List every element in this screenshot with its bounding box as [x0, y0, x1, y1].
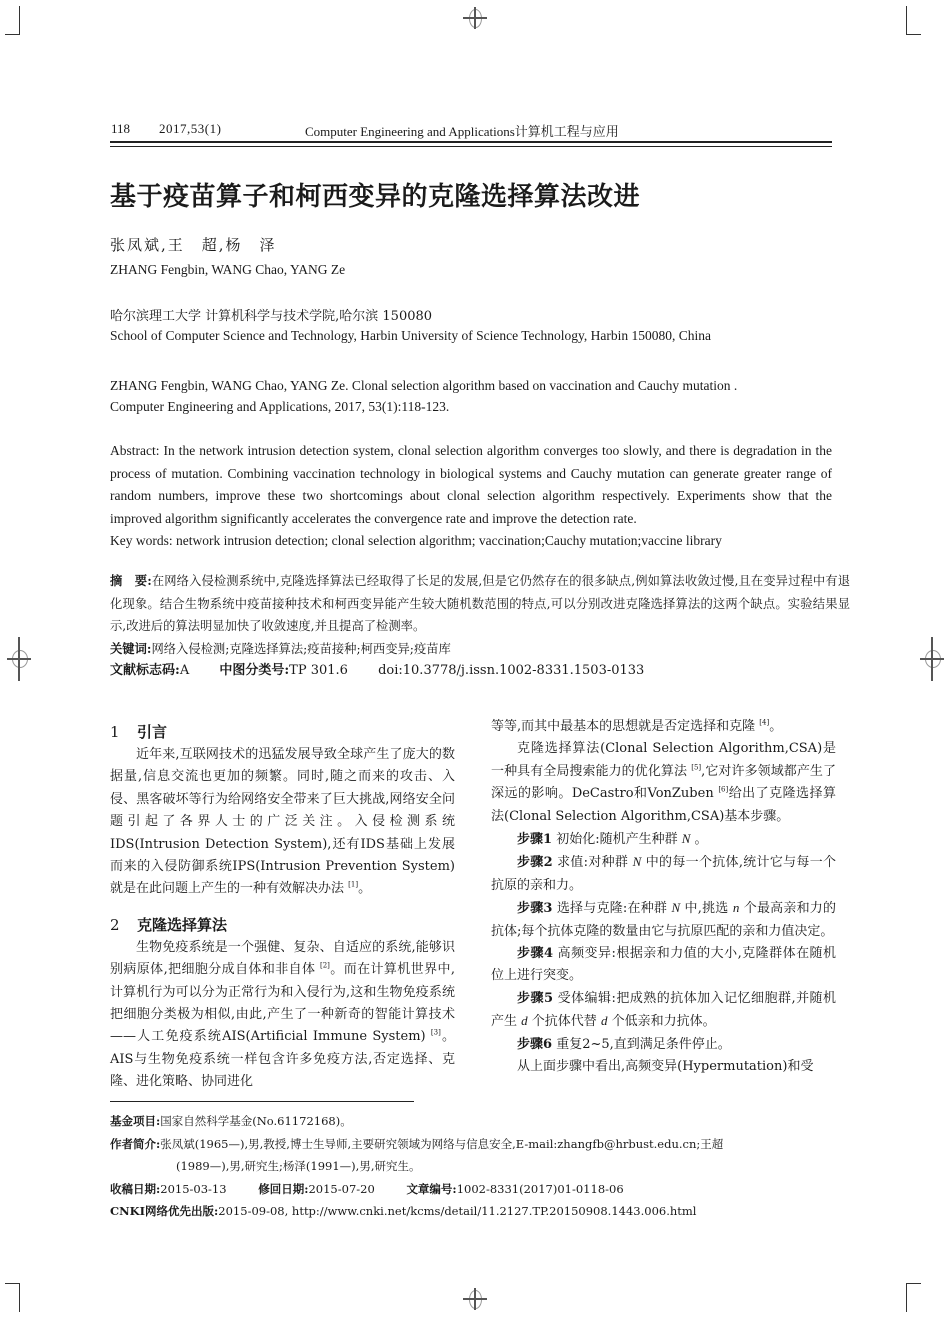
abstract-cn-text: 在网络入侵检测系统中,克隆选择算法已经取得了长足的发展,但是它仍然存在的很多缺点,例如算法收敛过慢,且在变异过程中有退化现象。结合生物系统中疫苗接种技术和柯西变异能产生较大随机数范围的特点,可以分别改进克隆选择算法的这两个缺点。实验结果显示,改进后的算法明显加快了收敛速度,并且提高了检测率。 — [110, 574, 850, 633]
body-column-left — [110, 720, 455, 1094]
author-bio-label: 作者简介: — [110, 1136, 161, 1151]
crop-mark-top-left — [5, 6, 20, 35]
footnote-rule — [110, 1101, 414, 1102]
section-2-paragraph-1-continued: 等等,而其中最基本的思想就是否定选择和克隆 [4]。 — [491, 718, 783, 734]
header-rule — [110, 141, 832, 147]
reference-2[interactable]: [2] — [319, 961, 330, 970]
abstract-cn-label: 摘 要: — [110, 573, 152, 588]
keywords-label: Key words: — [110, 533, 173, 548]
citation-line-2: Computer Engineering and Applications, 2017, 53(1):118-123. — [110, 399, 450, 414]
section-1-paragraph: 近年来,互联网技术的迅猛发展导致全球产生了庞大的数据量,信息交流也更加的频繁。同时,随之而来的攻击、入侵、黑客破坏等行为给网络安全带来了巨大挑战,网络安全问题引起了各界人士的广泛关注。入侵检测系统IDS(Intrusion Detection System),还有IDS基础上发展而来的入侵防御系统IPS(Intrusion Prevention System)就是在此问题上产生的一种有效解决办法 [1]。 — [110, 747, 455, 897]
author-bio-line-1: 张凤斌(1965—),男,教授,博士生导师,主要研究领域为网络与信息安全,E-mail:zhangfb@hrbust.edu.cn;王超 — [160, 1136, 724, 1151]
volume-issue: 2017,53(1) — [159, 121, 222, 136]
affiliation-english: School of Computer Science and Technology, Harbin University of Science Technology, Harbin 150080, China — [110, 328, 711, 343]
registration-mark-right — [920, 637, 944, 681]
abstract-english — [110, 440, 832, 553]
registration-mark-top — [463, 7, 487, 29]
step-3: 步骤3 选择与克隆:在种群 N 中,挑选 n 个最高亲和力的抗体;每个抗体克隆的数量由它与抗原匹配的亲和力值决定。 — [491, 900, 837, 939]
authors-english: ZHANG Fengbin, WANG Chao, YANG Ze — [110, 262, 346, 277]
step-5: 步骤5 受体编辑:把成熟的抗体加入记忆细胞群,并随机产生 d 个抗体代替 d 个低亲和力抗体。 — [491, 990, 837, 1030]
fund-label: 基金项目: — [110, 1114, 161, 1128]
keywords-cn-label: 关键词: — [110, 640, 152, 656]
crop-mark-top-right — [906, 6, 921, 35]
author-bio-line-2: (1989—),男,研究生;杨泽(1991—),男,研究生。 — [176, 1159, 421, 1173]
article-number-label: 文章编号: — [406, 1181, 457, 1196]
reference-4[interactable]: [4] — [759, 718, 770, 727]
step-6: 步骤6 重复2~5,直到满足条件停止。 — [517, 1036, 731, 1052]
reference-1[interactable]: [1] — [348, 881, 359, 890]
section-heading-2: 2 克隆选择算法 — [110, 915, 228, 934]
doc-code-label: 文献标志码: — [110, 663, 180, 678]
received-label: 收稿日期: — [110, 1181, 161, 1196]
section-2-paragraph-1: 生物免疫系统是一个强健、复杂、自适应的系统,能够识别病原体,把细胞分成自体和非自体 [2]。而在计算机世界中,计算机行为可以分为正常行为和入侵行为,这和生物免疫系统把细胞分类极为相似,由此,产生了一种新奇的智能计算技术 ——人工免疫系统AIS(Artificial Immune System) [3]。AIS与生物免疫系统一样包含许多免疫方法,否定选择、克隆、进化策略、协同进化 — [110, 939, 455, 1090]
fund-text: 国家自然科学基金(No.61172168)。 — [160, 1114, 352, 1128]
authors-chinese: 张凤斌,王 超,杨 泽 — [110, 236, 277, 254]
keywords-text: network intrusion detection; clonal selection algorithm; vaccination;Cauchy mutation;vaccine library — [176, 533, 722, 548]
doi-link[interactable]: 10.3778/j.issn.1002-8331.1503-0133 — [402, 663, 645, 678]
reference-5[interactable]: [5] — [691, 763, 702, 772]
doc-code: A — [179, 663, 190, 678]
doi-label: doi: — [378, 663, 403, 678]
article-number: 1002-8331(2017)01-0118-06 — [456, 1181, 624, 1196]
step-2: 步骤2 求值:对种群 N 中的每一个抗体,统计它与每一个抗原的亲和力。 — [491, 854, 837, 893]
registration-mark-left — [7, 637, 31, 681]
citation — [110, 375, 840, 417]
keywords-cn-text: 网络入侵检测;克隆选择算法;疫苗接种;柯西变异;疫苗库 — [151, 641, 451, 656]
affiliation-chinese: 哈尔滨理工大学 计算机科学与技术学院,哈尔滨 150080 — [110, 309, 433, 324]
body-column-right — [491, 716, 836, 1079]
journal-name: Computer Engineering and Applications计算机工程与应用 — [305, 124, 619, 139]
reference-6[interactable]: [6] — [718, 785, 729, 794]
page-number: 118 — [111, 121, 131, 136]
clc-number: TP 301.6 — [289, 663, 348, 678]
section-2-paragraph-2: 克隆选择算法(Clonal Selection Algorithm,CSA)是一种具有全局搜索能力的优化算法 [5],它对许多领域都产生了深远的影响。DeCastro和VonZuben [6]给出了克隆选择算法(Clonal Selection Algorithm,CSA)基本步骤。 — [491, 741, 836, 824]
abstract-label: Abstract: — [110, 443, 160, 458]
clc-label: 中图分类号: — [219, 663, 290, 678]
abstract-text: In the network intrusion detection system, clonal selection algorithm converges too slowly, and there is degradation in the process of mutation. Combining vaccination technology in biological systems and Cauchy mutation can generate greater range of random numbers, improve these two shortcomings about clonal selection algorithm respectively. Experiments show that the improved algorithm significantly accelerates the convergence rate and improve the detection rate. — [110, 443, 832, 526]
reference-3[interactable]: [3] — [430, 1029, 441, 1038]
step-4: 步骤4 高频变异:根据亲和力值的大小,克隆群体在随机位上进行突变。 — [491, 946, 837, 984]
citation-line-1: ZHANG Fengbin, WANG Chao, YANG Ze. Clonal selection algorithm based on vaccination and Cauchy mutation . — [110, 378, 738, 393]
crop-mark-bottom-right — [906, 1283, 921, 1312]
paper-title: 基于疫苗算子和柯西变异的克隆选择算法改进 — [110, 182, 641, 212]
section-heading-1: 1 引言 — [110, 723, 168, 741]
received-date: 2015-03-13 — [160, 1181, 227, 1196]
footnotes — [110, 1110, 845, 1223]
online-publish-label: CNKI网络优先出版: — [110, 1204, 219, 1218]
step-1: 步骤1 初始化:随机产生种群 N 。 — [517, 831, 708, 848]
crop-mark-bottom-left — [5, 1283, 20, 1312]
section-2-paragraph-3: 从上面步骤中看出,高频变异(Hypermutation)和受 — [517, 1059, 814, 1075]
revised-date: 2015-07-20 — [308, 1181, 375, 1196]
abstract-chinese — [110, 570, 850, 683]
online-publish-link[interactable]: 2015-09-08, http://www.cnki.net/kcms/detail/11.2127.TP.20150908.1443.006.html — [218, 1204, 697, 1218]
revised-label: 修回日期: — [258, 1181, 309, 1196]
registration-mark-bottom — [463, 1288, 487, 1310]
